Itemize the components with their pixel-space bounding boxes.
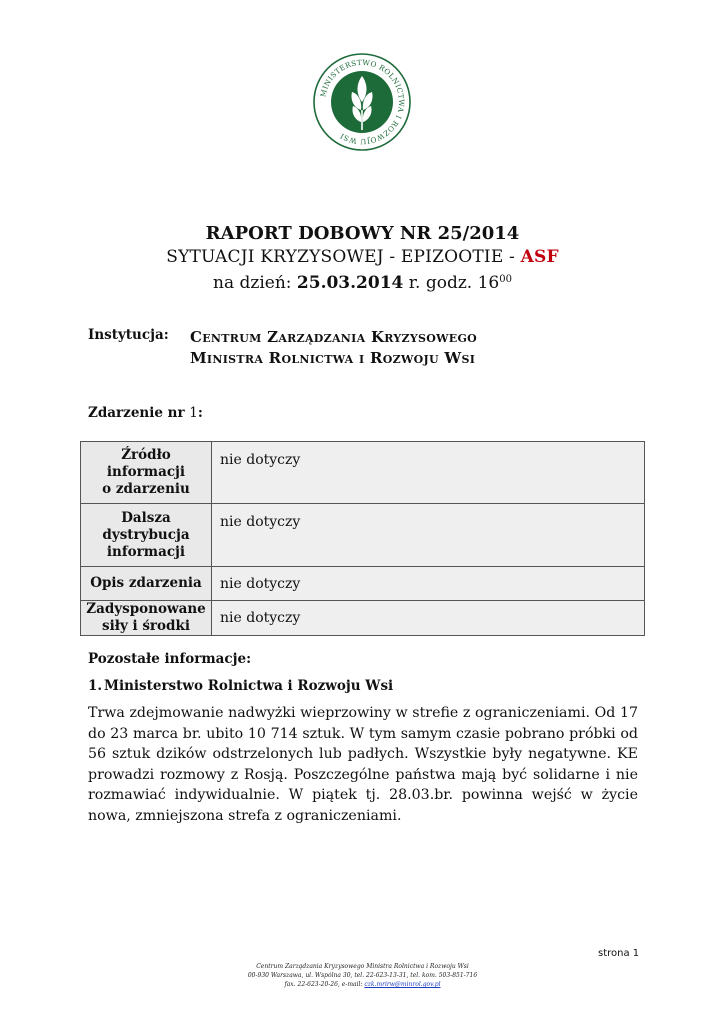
footer-line2: 00-930 Warszawa, ul. Wspólna 30, tel. 22-623-13-31, tel. kom. 503-851-716 — [247, 972, 478, 979]
institution-name-line2: Ministra Rolnictwa i Rozwoju Wsi — [190, 349, 476, 367]
page-number: strona 1 — [598, 948, 640, 959]
row-header: Źródło informacji o zdarzeniu — [81, 442, 212, 504]
table-row — [81, 442, 645, 504]
table-row — [81, 601, 645, 636]
event-label: Zdarzenie nr 1: — [88, 405, 203, 421]
event-info-table — [80, 441, 645, 636]
row-value: nie dotyczy — [212, 442, 645, 504]
section-heading: 1. Ministerstwo Rolnictwa i Rozwoju Wsi — [88, 678, 394, 694]
row-header: Opis zdarzenia — [81, 567, 212, 601]
report-title — [0, 222, 725, 295]
other-info-label: Pozostałe informacje: — [88, 651, 252, 667]
table-row — [81, 567, 645, 601]
footer — [0, 962, 725, 989]
ministry-logo — [312, 52, 412, 152]
row-value: nie dotyczy — [212, 504, 645, 567]
logo-ring-text: MINISTERSTWO ROLNICTWA I ROZWOJU WSI — [318, 57, 407, 147]
footer-line3: fax. 22-623-20-26, e-mail: czk.mrirw@minrol.gov.pl — [284, 981, 441, 988]
report-heading: RAPORT DOBOWY NR 25/2014 — [205, 223, 520, 244]
institution-name-line1: Centrum Zarządzania Kryzysowego — [190, 328, 478, 346]
table-row — [81, 504, 645, 567]
footer-line1: Centrum Zarządzania Kryzysowego Ministra Rolnictwa i Rozwoju Wsi — [256, 963, 469, 970]
row-header: Zadysponowane siły i środki — [81, 601, 212, 636]
asf-highlight: ASF — [520, 247, 559, 267]
report-subheading: SYTUACJI KRYZYSOWEJ - EPIZOOTIE - ASF — [166, 247, 559, 267]
row-value: nie dotyczy — [212, 567, 645, 601]
row-header: Dalsza dystrybucja informacji — [81, 504, 212, 567]
section-body-text: Trwa zdejmowanie nadwyżki wieprzowiny w strefie z ograniczeniami. Od 17 do 23 marca br. ubito 10 714 sztuk. W tym samym czasie pobrano próbki od 56 sztuk dzików odstrzelonych lub padłych. Wszystkie były negatywne. KE prowadzi rozmowy z Rosją. Poszczególne państwa mają być solidarne i nie rozmawiać indywidualnie. W piątek tj. 28.03.br. powinna wejść w życie nowa, zmniejszona strefa z ograniczeniami. — [88, 705, 638, 824]
row-value: nie dotyczy — [212, 601, 645, 636]
institution-label: Instytucja: — [88, 327, 169, 343]
report-date: na dzień: 25.03.2014 r. godz. $16^{00}$ — [213, 273, 512, 293]
footer-email-link[interactable]: czk.mrirw@minrol.gov.pl — [364, 981, 441, 988]
